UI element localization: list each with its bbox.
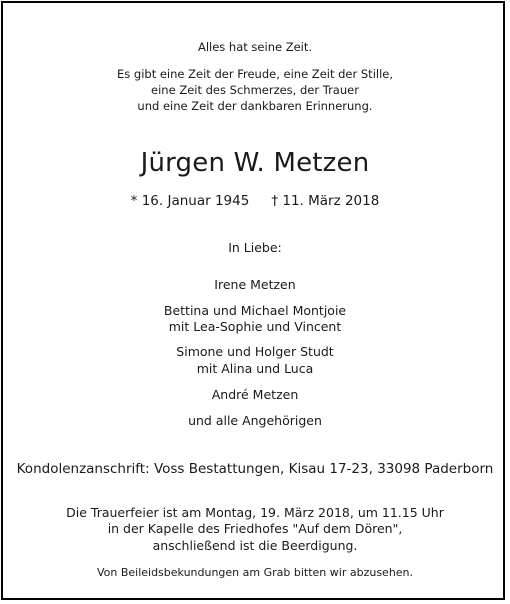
birth-date: * 16. Januar 1945 [130,193,250,209]
death-date: † 11. März 2018 [271,193,380,209]
mourner-entry: André Metzen [211,387,299,402]
mourners-intro: In Liebe: [228,240,282,255]
mourner-entry: Bettina und Michael Montjoie [163,303,347,318]
mourner-entry: mit Lea-Sophie und Vincent [168,319,342,334]
funeral-line-3: anschließend ist die Beerdigung. [152,538,358,553]
closing-note: Von Beileidsbekundungen am Grab bitten wir abzusehen. [96,566,414,579]
life-dates [0,193,510,209]
mourner-entry: Simone und Holger Studt [176,344,334,359]
deceased-name: Jürgen W. Metzen [140,148,370,178]
condolence-address: Kondolenzanschrift: Voss Bestattungen, Kisau 17-23, 33098 Paderborn [16,461,494,477]
mourner-entry: mit Alina und Luca [196,361,314,376]
motto-line-3: und eine Zeit der dankbaren Erinnerung. [137,99,373,113]
funeral-line-2: in der Kapelle des Friedhofes "Auf dem Dören", [107,521,403,536]
motto-line-1: Es gibt eine Zeit der Freude, eine Zeit der Stille, [116,67,394,81]
motto-line-2: eine Zeit des Schmerzes, der Trauer [151,83,359,97]
funeral-line-1: Die Trauerfeier ist am Montag, 19. März 2018, um 11.15 Uhr [66,505,444,520]
motto-title: Alles hat seine Zeit. [197,40,313,54]
mourner-entry: Irene Metzen [214,277,296,292]
mourner-entry: und alle Angehörigen [188,413,322,428]
